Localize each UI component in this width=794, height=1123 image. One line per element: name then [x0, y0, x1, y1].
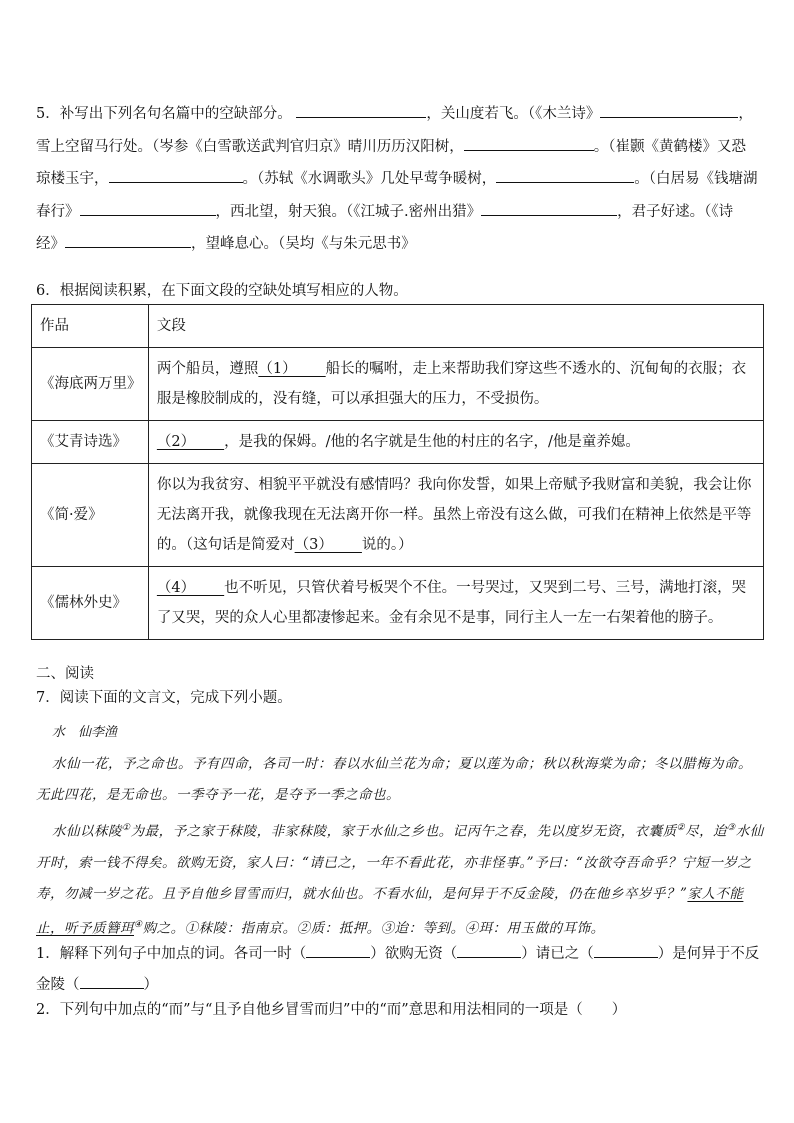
work-cell: 《艾青诗选》: [32, 421, 149, 464]
sub-question-text: 金陵（: [36, 977, 80, 993]
answer-blank[interactable]: [306, 942, 370, 958]
text-cell: [148, 348, 763, 421]
work-cell: 《简·爱》: [32, 464, 149, 567]
passage-title: 水 仙李渔: [52, 725, 118, 740]
q5-text: ，西北望，射天狼。（《江城子.密州出猎》: [215, 203, 482, 220]
question-6-title: 6．根据阅读积累，在下面文段的空缺处填写相应的人物。: [36, 283, 408, 299]
sub-question-1: [36, 939, 764, 1001]
answer-blank[interactable]: [496, 167, 634, 183]
footnotes: ①秣陵：指南京。②质：抵押。③迨：等到。④珥：用玉做的耳饰。: [184, 920, 605, 936]
text-pre: 你以为我贫穷、相貌平平就没有感情吗？我向你发誓，如果上帝赋予我财富和美貌，我会让你无法离开我，就像我现在无法离开你一样。虽然上帝没有这么做，可我们在精神上依然是平等的。（这句话是简爱对: [156, 477, 752, 553]
q5-text: 春行》: [36, 203, 80, 220]
sub-question-text: ）是何异于不反: [657, 946, 760, 962]
text-cell: [148, 421, 763, 464]
passage-text: 水仙以秣陵: [52, 823, 122, 840]
question-5: [36, 98, 764, 261]
passage-text: 为最，予之家于秣陵，非家秣陵，家于水仙之乡也。记丙午之春，先以度岁无资，衣囊质: [130, 823, 677, 840]
answer-blank[interactable]: [594, 942, 658, 958]
work-cell: 《儒林外史》: [32, 567, 149, 640]
text-cell: [148, 464, 763, 567]
answer-blank[interactable]: [80, 200, 216, 216]
q5-text: 经》: [36, 236, 65, 252]
text-post: 船长的嘱咐，走上来帮助我们穿这些不透水的、沉甸甸的衣服；衣服是橡胶制成的，没有缝，可以承担强大的压力，不受损伤。: [156, 361, 747, 407]
answer-blank[interactable]: [481, 200, 617, 216]
footnote-mark: ①: [122, 823, 131, 833]
sub-question-text: 1．解释下列句子中加点的词。各司一时（: [36, 946, 307, 962]
q5-text: ，: [738, 106, 753, 122]
text-post: 也不听见，只管伏着号板哭个不住。一号哭过，又哭到二号、三号，满地打滚，哭了又哭，哭的众人心里都凄惨起来。金有余见不是事，同行主人一左一右架着他的膀子。: [156, 580, 747, 626]
passage-text: 购之。: [142, 920, 185, 936]
answer-blank-1[interactable]: （1）____: [258, 361, 326, 377]
table-row: [32, 348, 764, 421]
answer-blank-2[interactable]: （2）____: [156, 434, 225, 450]
sub-question-text: ）: [143, 977, 158, 993]
footnote-mark: ②: [676, 823, 686, 833]
q5-text: ，望峰息心。（吴均《与朱元思书》: [191, 236, 416, 252]
q5-text: ，君子好逑。（《诗: [617, 203, 734, 220]
passage-text: 尽，迨: [685, 823, 728, 840]
text-pre: 两个船员，遵照: [156, 361, 259, 377]
q5-text: 琼楼玉宇，: [36, 171, 109, 187]
footnote-mark: ④: [134, 919, 143, 930]
table-row: [32, 464, 764, 567]
table-row: [32, 567, 764, 640]
passage-paragraph-1: 水仙一花，予之命也。予有四命，各司一时：春以水仙兰花为命；夏以莲为命；秋以秋海棠为命；冬以腊梅为命。无此四花，是无命也。一季夺予一花，是夺予一季之命也。: [36, 756, 752, 803]
text-post: ，是我的保姆。/他的名字就是生他的村庄的名字，/他是童养媳。: [224, 434, 640, 450]
answer-blank[interactable]: [457, 942, 521, 958]
q5-text: 。（崔颢《黄鹤楼》又恐: [593, 138, 746, 155]
answer-blank[interactable]: [80, 973, 144, 989]
header-text: 文段: [148, 305, 763, 348]
answer-blank-4[interactable]: （4）____: [156, 580, 225, 596]
table-row: [32, 421, 764, 464]
passage-text-underlined: 家人不能止，听予质簪珥: [36, 885, 744, 936]
passage-paragraph-2: [36, 813, 764, 944]
answer-blank[interactable]: [296, 102, 426, 118]
sub-question-2: 2．下列句中加点的“而”与“且予自他乡冒雪而归”中的“而”意思和用法相同的一项是（ ）: [36, 1002, 627, 1018]
footnote-mark: ③: [727, 823, 736, 833]
q5-text: 雪上空留马行处。（岑参《白雪歌送武判官归京》晴川历历汉阳树，: [36, 138, 464, 155]
answer-blank[interactable]: [109, 167, 243, 183]
sub-question-text: ）请已之（: [521, 946, 594, 962]
q5-number: 5．: [36, 106, 60, 122]
table-header-row: [32, 305, 764, 348]
q5-intro: 补写出下列名句名篇中的空缺部分。: [59, 106, 292, 122]
text-post: 说的。）: [361, 537, 413, 553]
header-work: 作品: [32, 305, 149, 348]
q5-text: 。（白居易《钱塘湖: [634, 171, 758, 187]
answer-blank[interactable]: [464, 135, 594, 151]
q5-text: 。（苏轼《水调歌头》几处早莺争暖树，: [242, 171, 497, 187]
q5-text: ，关山度若飞。（《木兰诗》: [426, 106, 601, 122]
answer-blank-3[interactable]: （3）____: [294, 537, 362, 553]
sub-question-text: ）欲购无资（: [370, 946, 458, 962]
answer-blank[interactable]: [600, 102, 738, 118]
question-6-table: [31, 304, 764, 640]
passage-text: 水仙开时，索一钱不得矣。欲购无资，家人曰：“请已之，一年不看此花，亦非怪事。”予曰：“汝欲夺吾命乎？宁短一岁之寿，勿减一岁之花。且予自他乡冒雪而归，就水仙也。不看水仙，是何异于不反金陵，仍在他乡卒岁乎？”: [36, 823, 764, 902]
text-cell: [148, 567, 763, 640]
work-cell: 《海底两万里》: [32, 348, 149, 421]
answer-blank[interactable]: [65, 232, 191, 248]
section-heading: 二、阅读: [36, 666, 94, 682]
question-7-title: 7．阅读下面的文言文，完成下列小题。: [36, 690, 292, 706]
